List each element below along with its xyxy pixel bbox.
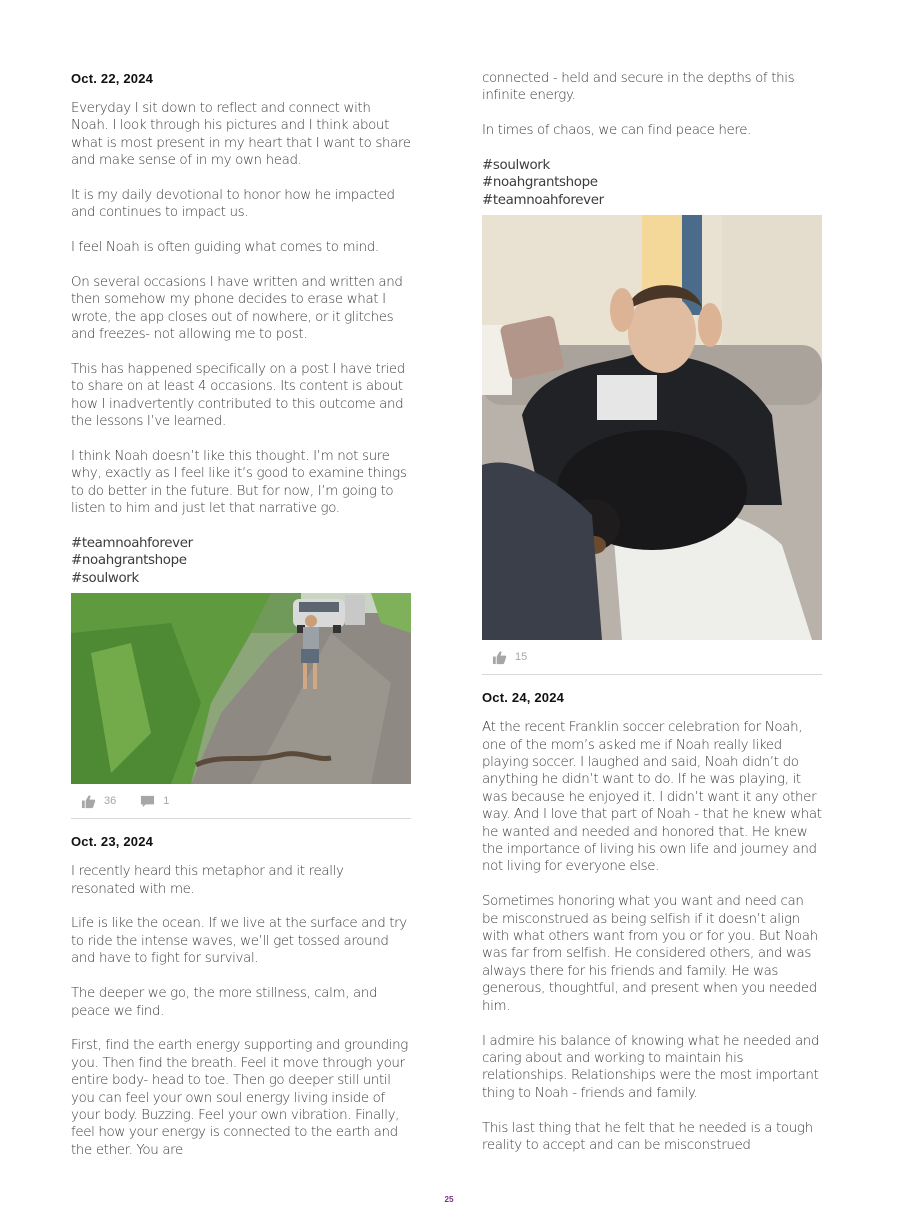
post-paragraph: I admire his balance of knowing what he needed and caring about and working to maintain his relationships. Relationships were the most important thing to Noah - friends and family.	[482, 1033, 820, 1101]
post-paragraph: This has happened specifically on a post I have tried to share on at least 4 occasions. Its content is about how I inadvertently contributed to this outcome and the lessons I’ve learned.	[71, 362, 405, 430]
post-date: Oct. 23, 2024	[71, 834, 154, 850]
hashtag[interactable]: #noahgrantshope	[482, 175, 598, 191]
hashtag[interactable]: #soulwork	[71, 570, 139, 586]
post-date: Oct. 22, 2024	[71, 71, 154, 86]
post-paragraph: I feel Noah is often guiding what comes to mind.	[71, 240, 379, 256]
post-paragraph: Sometimes honoring what you want and need can be misconstrued as being selfish if it doesn’t align with what others want from you or for you. But Noah was far from selfish. He considered others, and was always there for his friends and family. He was generous, thoughtful, and present when you needed him.	[482, 894, 818, 1014]
right-column	[482, 70, 822, 1172]
photo-couch-dog	[482, 215, 822, 640]
hashtag[interactable]: #teamnoahforever	[482, 192, 604, 208]
post-paragraph: connected - held and secure in the depths of this infinite energy.	[482, 71, 795, 104]
photo-road-python	[71, 593, 411, 784]
post-paragraph: I think Noah doesn’t like this thought. I’m not sure why, exactly as I feel like it’s good to examine things to do better in the future. But for now, I’m going to listen to him and just let that narrative go.	[71, 449, 407, 517]
hashtag[interactable]: #soulwork	[482, 158, 550, 173]
hashtag[interactable]: #noahgrantshope	[71, 553, 187, 569]
post-paragraph: The deeper we go, the more stillness, calm, and peace we find.	[71, 986, 378, 1019]
post-paragraph: In times of chaos, we can find peace here.	[482, 123, 752, 139]
comment-count: 1	[163, 795, 170, 808]
post-paragraph: I recently heard this metaphor and it really resonated with me.	[71, 864, 344, 897]
post-paragraph: Everyday I sit down to reflect and connect with Noah. I look through his pictures and I think about what is most present in my heart that I want to share and make sense of in my own head.	[71, 101, 411, 169]
post-paragraph: It is my daily devotional to honor how he impacted and continues to impact us.	[71, 188, 395, 221]
thumbs-up-icon[interactable]	[81, 794, 96, 809]
like-count: 15	[515, 651, 528, 664]
post-paragraph: Life is like the ocean. If we live at the surface and try to ride the intense waves, we’ll get tossed around and have to fight for survival.	[71, 916, 407, 967]
left-column	[71, 70, 411, 1177]
hashtag[interactable]: #teamnoahforever	[71, 536, 193, 552]
hashtag-list	[482, 157, 822, 209]
thumbs-up-icon[interactable]	[492, 650, 507, 665]
post-stats	[482, 640, 822, 675]
hashtag-list	[71, 535, 411, 587]
post-stats	[71, 784, 411, 819]
post-paragraph: At the recent Franklin soccer celebration for Noah, one of the mom’s asked me if Noah really liked playing soccer. I laughed and said, Noah didn’t do anything he didn’t want to do. If he was playing, it was because he enjoyed it. I didn’t want it any other way. And I love that part of Noah - that he knew what he wanted and needed and honored that. He knew the importance of living his own life and journey and not living for everyone else.	[482, 720, 822, 875]
post-paragraph: This last thing that he felt that he needed is a tough reality to accept and can be misconstrued	[482, 1120, 813, 1153]
comment-icon[interactable]	[140, 794, 155, 809]
page-number: 25	[444, 1195, 454, 1204]
post-paragraph: First, find the earth energy supporting and grounding you. Then find the breath. Feel it move through your entire body- head to toe. Then go deeper still until you can feel your own soul energy living inside of your body. Buzzing. Feel your own vibration. Finally, feel how your energy is connected to the earth and the ether. You are	[71, 1038, 408, 1158]
like-count: 36	[104, 795, 117, 808]
post-date: Oct. 24, 2024	[482, 690, 565, 706]
post-paragraph: On several occasions I have written and written and then somehow my phone decides to erase what I wrote, the app closes out of nowhere, or it glitches and freezes- not allowing me to post.	[71, 275, 403, 343]
